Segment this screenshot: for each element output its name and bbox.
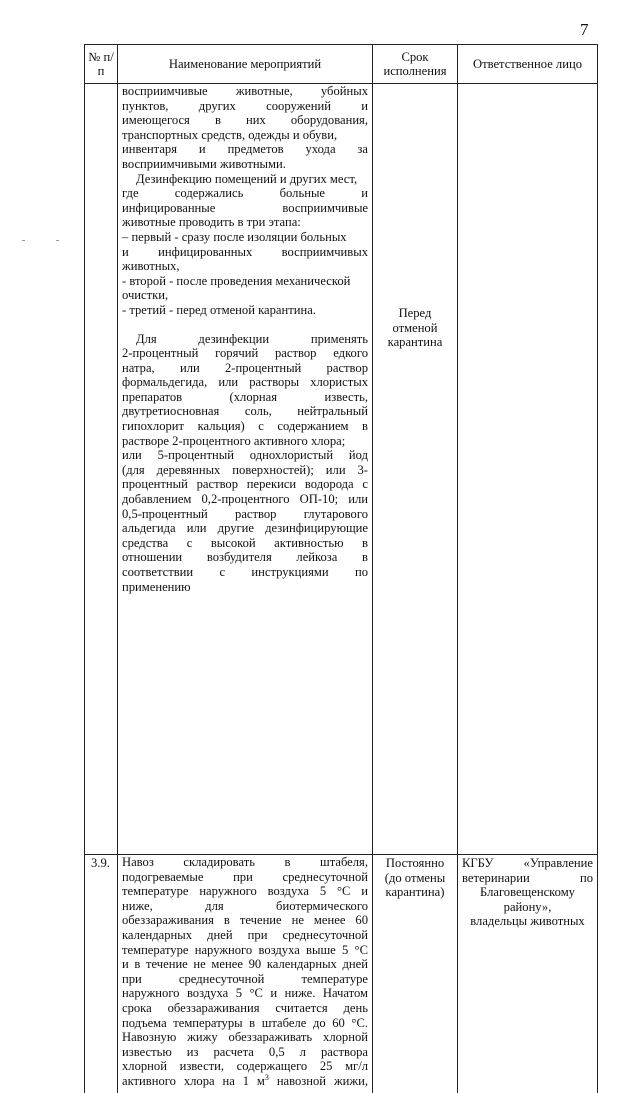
text-line: гипохлорит кальция) с содержанием в [122,419,368,434]
text-line: температуре наружного воздуха выше 5 °С [122,943,368,958]
text-line: или 5-процентный однохлористый йод [122,448,368,463]
text-line: наружного воздуха 5 °С и ниже. Начатом [122,986,368,1001]
text-line: активного хлора на 1 $м^3$ навозной жижи, [122,1074,368,1089]
row-number [85,84,118,855]
text-line: инвентаря и предметов ухода за [122,142,368,157]
text-line: растворе 2-процентного активного хлора; [122,434,368,449]
superscript: 3 [265,1073,269,1082]
text-line: Для дезинфекции применять [122,332,368,347]
header-number: № п/п [85,45,118,84]
text-line: средства с высокой активностью в [122,536,368,551]
text-line: обеззараживания в течение не менее 60 [122,913,368,928]
text-line: формальдегида, или растворы хлористых [122,375,368,390]
text-line: восприимчивыми животными. [122,157,368,172]
text-line: процентный раствор перекиси водорода с [122,477,368,492]
row-number: 3.9. [85,855,118,1093]
text-line: подогреваемые при среднесуточной [122,870,368,885]
table-row [85,855,598,1093]
text-line: – первый - сразу после изоляции больных [122,230,368,245]
measures-table [84,44,598,1093]
header-responsible: Ответственное лицо [458,45,598,84]
text-line: транспортных средств, одежды и обуви, [122,128,368,143]
text-line: имеющегося в них оборудования, [122,113,368,128]
header-measures: Наименование мероприятий [118,45,373,84]
responsible-cell [458,84,598,855]
text-line: альдегида или другие дезинфицирующие [122,521,368,536]
text-line: Навоз складировать в штабеля, [122,855,368,870]
measure-text [118,84,373,855]
text-line: и инфицированных восприимчивых [122,245,368,260]
text-line: Навозную жижу обеззараживать хлорной [122,1030,368,1045]
text-line: отношении возбудителя лейкоза в [122,550,368,565]
text-line: применению [122,580,368,595]
page-number: 7 [580,20,589,40]
deadline-cell: Постоянно (до отмены карантина) [373,855,458,1093]
text-line: добавлением 0,2-процентного ОП-10; или [122,492,368,507]
text-line: хлорной извести, содержащего 25 мг/л [122,1059,368,1074]
text-line: 2-процентный горячий раствор едкого [122,346,368,361]
margin-mark [22,240,25,241]
table-row [85,84,598,855]
text-line: ниже, для биотермического [122,899,368,914]
text-line: животные проводить в три этапа: [122,215,368,230]
deadline-cell: Перед отменой карантина [373,84,458,855]
text-line: - третий - перед отменой карантина. [122,303,368,318]
text-line: где содержались больные и [122,186,368,201]
text-line: температуре наружного воздуха 5 °С и [122,884,368,899]
responsible-cell: КГБУ «Управление ветеринарии по Благовещенскому району», владельцы животных [458,855,598,1093]
text-line: пунктов, других сооружений и [122,99,368,114]
text-line: восприимчивые животные, убойных [122,84,368,99]
text-line: при среднесуточной температуре [122,972,368,987]
measure-text [118,855,373,1093]
text-line: и в течение не менее 90 календарных дней [122,957,368,972]
text-line: подъема температуры в штабеле до 60 °С. [122,1016,368,1031]
text-line: календарных дней при среднесуточной [122,928,368,943]
margin-mark [56,240,59,241]
header-deadline: Срок исполнения [373,45,458,84]
text-line: - второй - после проведения механической [122,274,368,289]
text-line: инфицированные восприимчивые [122,201,368,216]
text-line: Дезинфекцию помещений и других мест, [122,172,368,187]
table-header-row [85,45,598,84]
text-line: (для деревянных поверхностей); или 3- [122,463,368,478]
text-line: животных, [122,259,368,274]
text-line: известью из расчета 0,5 л раствора [122,1045,368,1060]
text-line: срока обеззараживания считается день [122,1001,368,1016]
text-line: препаратов (хлорная известь, [122,390,368,405]
text-line: соответствии с инструкциями по [122,565,368,580]
text-line: 0,5-процентный раствор глутарового [122,507,368,522]
text-line: двутретиосновная соль, нейтральный [122,404,368,419]
text-line: натра, или 2-процентный раствор [122,361,368,376]
text-line: очистки, [122,288,368,303]
